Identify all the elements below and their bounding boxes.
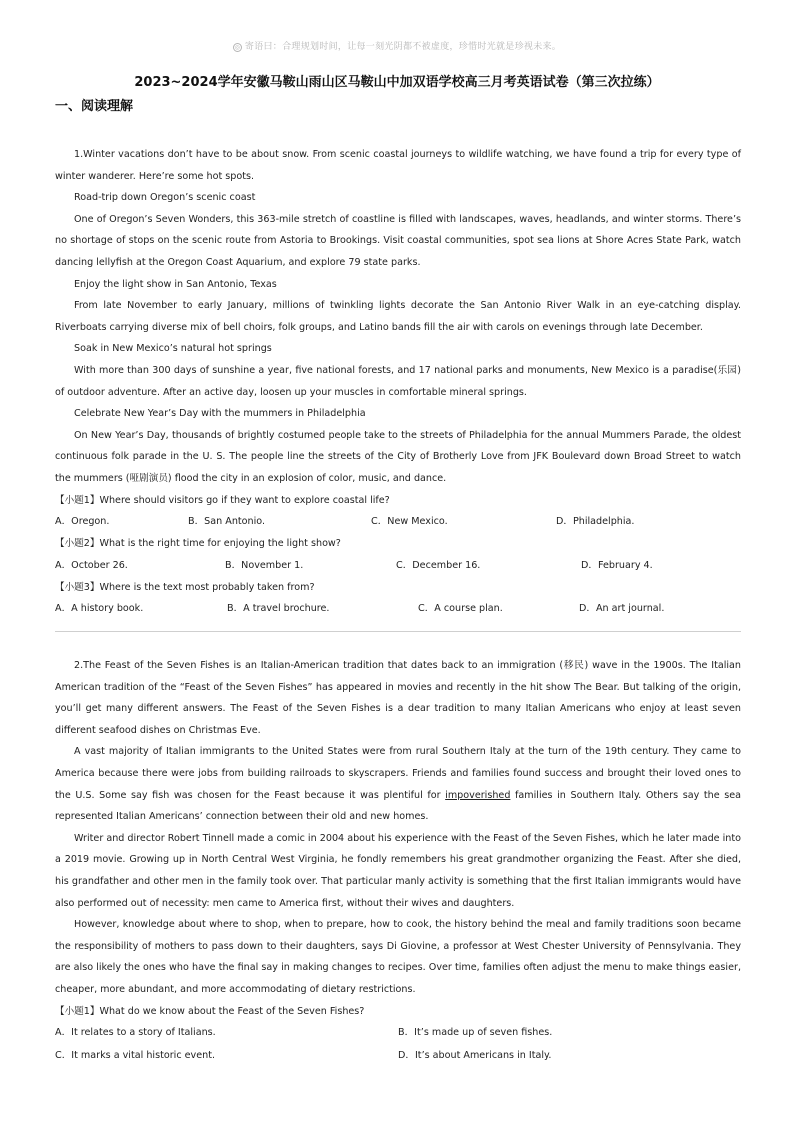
passage-subheading: Soak in New Mexico’s natural hot springs xyxy=(74,343,272,355)
section-heading: 一、阅读理解 xyxy=(55,99,134,114)
passage-paragraph: Writer and director Robert Tinnell made a comic in 2004 about his experience with the Feast of the Seven Fishes, which he later made into a 2019 movie. Growing up in North Central West Virginia, he fondly remembers his great grandmother organizing the Feast. After she died, his grandfather and other men in the family took over. That particular manly activity is something that the first Italian immigrants would have also performed out of necessity: men came to America first, without their wives and daughters. xyxy=(55,832,741,909)
option-a: A．A history book. xyxy=(55,603,144,615)
question-options xyxy=(55,598,741,620)
paragraph-text: A vast majority of Italian immigrants to the United States were from rural Southern Italy at the turn of the 19th century. They came to America because there were jobs from building railroads to skyscrapers. Friends and families found success and brought their loved ones to the U.S. Some say fish was chosen for the Feast because it was plentiful for xyxy=(55,746,741,801)
question-stem: 【小题2】What is the right time for enjoying the light show? xyxy=(55,538,341,550)
question-stem: 【小题1】Where should visitors go if they want to explore coastal life? xyxy=(55,494,390,506)
option-d: D．An art journal. xyxy=(579,603,665,615)
passage-paragraph: On New Year’s Day, thousands of brightly costumed people take to the streets of Philadelphia for the annual Mummers Parade, the oldest continuous folk parade in the U. S. The people line the streets of the City of Brotherly Love from JFK Boulevard down Broad Street to watch the mummers (哑剧演员) flood the city in an explosion of color, music, and dance. xyxy=(55,429,741,484)
passage-1 xyxy=(55,144,741,620)
watermark xyxy=(0,39,794,52)
passage-paragraph xyxy=(55,741,741,827)
option-a: A．October 26. xyxy=(55,559,128,571)
question-options xyxy=(55,1022,741,1045)
watermark-text: 寄语曰：合理规划时间，让每一刻光阴都不被虚度，珍惜时光就是珍视未来。 xyxy=(244,42,562,52)
option-c: C．New Mexico. xyxy=(371,516,448,528)
passage-paragraph: 2.The Feast of the Seven Fishes is an Italian-American tradition that dates back to an immigration (移民) wave in the 1900s. The Italian American tradition of the “Feast of the Seven Fishes” has appeared in movies and recently in the hit show The Bear. But talking of the origin, you’ll get many different answers. The Feast of the Seven Fishes is a dear tradition to many Italian Americans who enjoy at least seven different seafood dishes on Christmas Eve. xyxy=(55,660,741,736)
passage-subheading: Celebrate New Year’s Day with the mummers in Philadelphia xyxy=(74,408,366,420)
passage-subheading: Enjoy the light show in San Antonio, Texas xyxy=(74,278,277,290)
option-b: B．A travel brochure. xyxy=(227,603,330,615)
watermark-icon: ◎ xyxy=(234,44,241,51)
underlined-word: impoverished xyxy=(445,789,511,801)
option-c: C．December 16. xyxy=(396,559,481,571)
passage-paragraph: With more than 300 days of sunshine a year, five national forests, and 17 national parks and monuments, New Mexico is a paradise(乐园) of outdoor adventure. After an active day, loosen up your muscles in comfortable mineral springs. xyxy=(55,364,741,398)
question-stem: 【小题1】What do we know about the Feast of the Seven Fishes? xyxy=(55,1005,365,1017)
option-a: A．It relates to a story of Italians. xyxy=(55,1027,216,1039)
passage-paragraph: From late November to early January, millions of twinkling lights decorate the San Antonio River Walk in an eye-catching display. Riverboats carrying diverse mix of bell choirs, folk groups, and Latino bands fill the air with carols on evenings through late December. xyxy=(55,300,741,333)
section-divider xyxy=(55,631,741,632)
option-c: C．A course plan. xyxy=(418,603,503,615)
passage-paragraph: However, knowledge about where to shop, when to prepare, how to cook, the history behind the meal and family traditions soon became the responsibility of mothers to pass down to their daughters, says Di Giovine, a professor at West Chester University of Pennsylvania. They are also likely the ones who have the final say in making changes to recipes. Over time, families often adjust the menu to make things easier, cheaper, more abundant, and more accommodating of dietary restrictions. xyxy=(55,919,741,995)
paragraph-text: families in Southern Italy. Others say the sea represented Italian Americans’ connection between their old and new homes. xyxy=(55,789,741,823)
question-options xyxy=(55,511,741,533)
option-b: B．It’s made up of seven fishes. xyxy=(398,1027,553,1039)
option-d: D．It’s about Americans in Italy. xyxy=(398,1050,552,1062)
question-stem: 【小题3】Where is the text most probably taken from? xyxy=(55,581,315,593)
option-b: B．San Antonio. xyxy=(188,516,266,528)
page-title: 2023~2024学年安徽马鞍山雨山区马鞍山中加双语学校高三月考英语试卷（第三次拉练） xyxy=(134,75,660,90)
option-c: C．It marks a vital historic event. xyxy=(55,1050,216,1062)
option-d: D．February 4. xyxy=(581,559,653,571)
passage-subheading: Road-trip down Oregon’s scenic coast xyxy=(74,192,256,204)
option-d: D．Philadelphia. xyxy=(556,516,635,528)
question-options xyxy=(55,1045,741,1067)
option-a: A．Oregon. xyxy=(55,516,110,528)
passage-2 xyxy=(55,655,741,1067)
passage-paragraph: One of Oregon’s Seven Wonders, this 363-mile stretch of coastline is filled with landscapes, waves, headlands, and winter storms. There’s no shortage of stops on the scenic route from Astoria to Brookings. Visit coastal communities, spot sea lions at Shore Acres State Park, watch dancing lellyfish at the Oregon Coast Aquarium, and explore 79 state parks. xyxy=(55,213,741,268)
question-options xyxy=(55,555,741,577)
passage-paragraph: 1.Winter vacations don’t have to be about snow. From scenic coastal journeys to wildlife watching, we have found a trip for every type of winter wanderer. Here’re some hot spots. xyxy=(55,149,741,182)
option-b: B．November 1. xyxy=(225,559,304,571)
